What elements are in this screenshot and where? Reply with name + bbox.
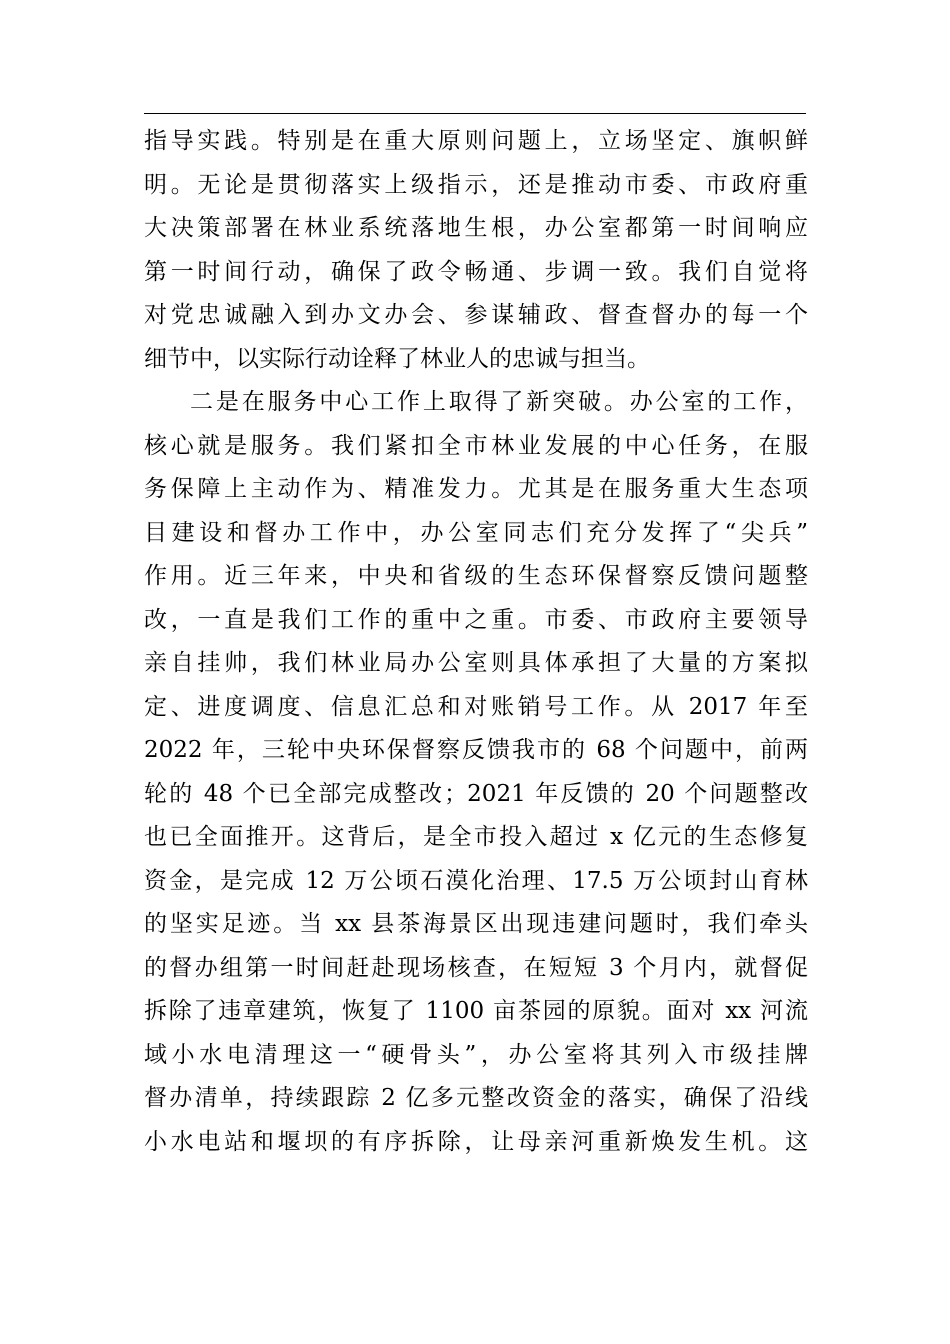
text-line: 定、进度调度、信息汇总和对账销号工作。从 2017 年至 [144,693,808,720]
text-line: 的坚实足迹。当 xx 县茶海景区出现违建问题时，我们牵头 [144,911,808,937]
text-line: 目建设和督办工作中，办公室同志们充分发挥了“尖兵” [144,519,808,546]
text-line: 大决策部署在林业系统落地生根，办公室都第一时间响应 [144,215,808,241]
text-line: 的督办组第一时间赶赴现场核查，在短短 3 个月内，就督促 [144,954,808,981]
text-line: 细节中，以实际行动诠释了林业人的忠诚与担当。 [144,345,650,372]
text-line: 资金，是完成 12 万公顷石漠化治理、17.5 万公顷封山育林 [144,867,808,894]
text-line: 2022 年，三轮中央环保督察反馈我市的 68 个问题中，前两 [144,737,808,763]
text-line: 督办清单，持续跟踪 2 亿多元整改资金的落实，确保了沿线 [144,1085,808,1111]
text-line: 指导实践。特别是在重大原则问题上，立场坚定、旗帜鲜 [144,128,808,154]
text-line: 明。无论是贯彻落实上级指示，还是推动市委、市政府重 [144,171,808,198]
text-line: 第一时间行动，确保了政令畅通、步调一致。我们自觉将 [144,258,808,285]
text-line: 对党忠诚融入到办文办会、参谋辅政、督查督办的每一个 [144,302,808,328]
paragraph-first-line: 二是在服务中心工作上取得了新突破。办公室的工作， [190,389,808,415]
text-line: 轮的 48 个已全部完成整改；2021 年反馈的 20 个问题整改 [144,780,808,807]
text-line: 小水电站和堰坝的有序拆除，让母亲河重新焕发生机。这 [144,1128,808,1155]
document-body [144,120,808,1164]
text-line: 也已全面推开。这背后，是全市投入超过 x 亿元的生态修复 [144,824,808,850]
text-line: 务保障上主动作为、精准发力。尤其是在服务重大生态项 [144,476,808,502]
text-line: 核心就是服务。我们紧扣全市林业发展的中心任务，在服 [144,432,808,459]
text-line: 改，一直是我们工作的重中之重。市委、市政府主要领导 [144,606,808,633]
text-line: 亲自挂帅，我们林业局办公室则具体承担了大量的方案拟 [144,650,808,676]
text-line: 作用。近三年来，中央和省级的生态环保督察反馈问题整 [144,563,808,589]
text-line: 域小水电清理这一“硬骨头”，办公室将其列入市级挂牌 [144,1041,808,1068]
text-line: 拆除了违章建筑，恢复了 1100 亩茶园的原貌。面对 xx 河流 [144,998,808,1024]
header-rule [144,113,806,114]
